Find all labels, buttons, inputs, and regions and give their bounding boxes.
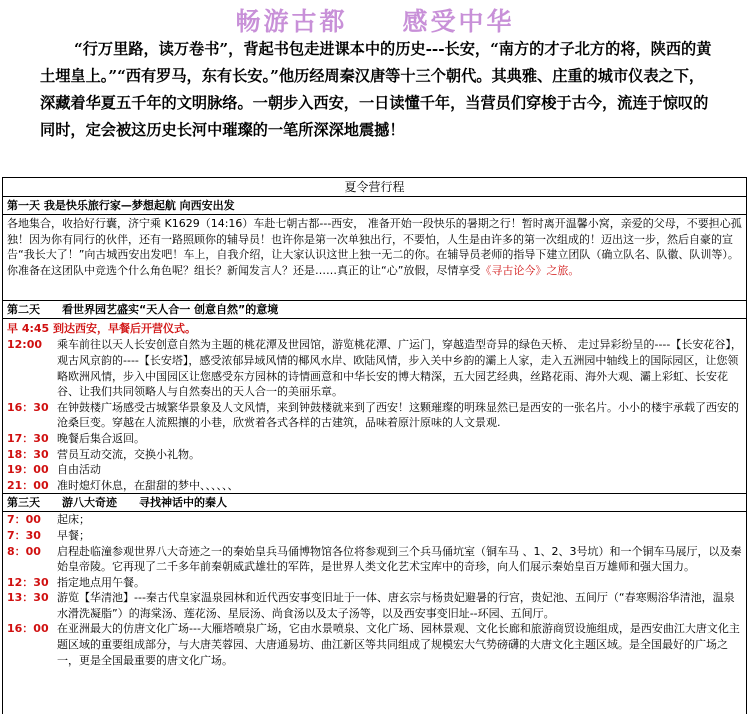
item-time: 8：00	[7, 544, 41, 558]
item-text: 自由活动	[57, 463, 101, 477]
day2-items	[3, 337, 746, 493]
item-time: 21：00	[7, 478, 49, 492]
item-text: 游览【华清池】---秦古代皇家温泉园林和近代西安事变旧址于一体、唐玄宗与杨贵妃避暑的行宫，贵妃池、五间厅（“春寒赐浴华清池，温泉水滑洗凝脂”）的海棠汤、莲花汤、星辰汤、尚食汤以及太子汤等，以及西安事变旧址--环园、五间厅。	[57, 591, 735, 620]
item-time: 7：30	[7, 528, 41, 542]
item-text: 在钟鼓楼广场感受古城繁华景象及人文风情，来到钟鼓楼就来到了西安！这颗璀璨的明珠显然已是西安的一张名片。小小的楼宇承载了西安的沧桑巨变。穿越在人流熙攘的小巷，欣赏着各式各样的古建筑，品味着原汁原味的人文景观.	[57, 400, 739, 430]
list-item	[3, 400, 746, 431]
day1-heading: 第一天 我是快乐旅行家—梦想起航 向西安出发	[3, 197, 746, 215]
item-time: 16：30	[7, 400, 49, 414]
title-part1: 畅游古都	[235, 7, 348, 36]
day1-description	[3, 215, 746, 279]
item-time: 12：30	[7, 575, 49, 589]
list-item	[3, 431, 746, 447]
item-text: 乘车前往以天人长安创意自然为主题的桃花潭及世园馆，游览桃花潭、广运门，穿越造型奇异的绿色天桥、 走过异彩纷呈的----【长安花谷】，观古风京韵的----【长安塔】，感受浓郁异域风情的椰风水岸、欧陆风情，步入关中乡韵的灞上人家，走入五洲园中轴线上的国际园区，让您领略欧洲风情，步入中国园区让您感受东方园林的诗情画意和中华长安的博大精深，五大园艺经典，丝路花雨、海外大观、灞上彩虹、长安花谷、让我们共同领略人与自然奏出的天人合一的美丽乐章。	[57, 338, 742, 399]
list-item	[3, 512, 746, 528]
item-text: 晚餐后集合返回。	[57, 431, 145, 445]
intro-paragraph: “行万里路，读万卷书”，背起书包走进课本中的历史---长安，“南方的才子北方的将，陕西的黄土埋皇上。”“西有罗马，东有长安。”他历经周秦汉唐等十三个朝代。其典雅、庄重的城市仪表之下，深藏着华夏五千年的文明脉络。一朝步入西安，一日读懂千年，当营员们穿梭于古今，流连于惊叹的同时，定会被这历史长河中璀璨的一笔所深深地震撼！	[40, 40, 712, 139]
day3-heading-sub: 寻找神话中的秦人	[139, 496, 227, 510]
day1-text: 各地集合，收拾好行囊，济宁乘 K1629（14:16）车赴七朝古都---西安， 准备开始一段快乐的暑期之行！暂时离开温馨小窝，亲爱的父母，不要担心孤独！因为你有同行的伙伴，还有一路照顾你的辅导员！也许你是第一次单独出行，不要怕，人生是由许多的第一次组成的！迈出这一步，然后自豪的宣告“我长大了！”向古城西安出发吧！车上，自我介绍，让大家认识这世上独一无二的你。在辅导员老师的指导下建立团队（确立队名、队徽、队训等）。你准备在这团队中竞选个什么角色呢？组长？新闻发言人？还是……真正的让“心”放假，尽情享受	[7, 217, 742, 277]
item-text: 启程赴临潼参观世界八大奇迹之一的秦始皇兵马俑博物馆各位将参观到三个兵马俑坑室（铜车马 、1、2、3号坑）和一个铜车马展厅，以及秦始皇帝陵。它再现了二千多年前秦朝威武雄壮的军阵，是世界人类文化艺术宝库中的奇珍，向人们展示秦始皇百万雄师和强大国力。	[57, 544, 742, 574]
item-text: 早餐；	[57, 528, 90, 542]
item-text: 准时熄灯休息，在甜甜的梦中、、、、、、	[57, 478, 239, 492]
list-item	[3, 575, 746, 591]
item-text: 起床；	[57, 513, 90, 527]
day3-heading-theme: 游八大奇迹	[62, 496, 117, 510]
list-item	[3, 621, 746, 668]
item-time: 12:00	[7, 338, 43, 352]
list-item	[3, 478, 746, 494]
list-item	[3, 447, 746, 463]
day3-heading	[3, 493, 746, 512]
day2-heading-theme: 看世界园艺盛实“天人合一 创意自然”的意境	[62, 303, 279, 317]
item-text: 指定地点用午餐。	[57, 575, 145, 589]
day2-heading-day: 第二天	[7, 303, 40, 317]
list-item	[3, 528, 746, 544]
item-time: 16：00	[7, 622, 49, 636]
schedule-title: 夏令营行程	[3, 178, 746, 197]
day2-heading	[3, 300, 746, 319]
day3-items	[3, 512, 746, 668]
day2-arrival: 早 4:45 到达西安，早餐后开营仪式。	[7, 322, 197, 336]
list-item	[3, 544, 746, 575]
item-text: 营员互动交流，交换小礼物。	[57, 447, 200, 461]
list-item	[3, 337, 746, 399]
item-time: 7：00	[7, 513, 41, 527]
list-item	[3, 590, 746, 621]
page-title	[0, 2, 750, 38]
item-time: 13：30	[7, 591, 49, 605]
schedule-table	[2, 177, 747, 714]
item-text: 在亚洲最大的仿唐文化广场---大雁塔喷泉广场，它由水景喷泉、文化广场、园林景观、文化长廊和旅游商贸设施组成，是西安曲江大唐文化主题区域的重要组成部分，与大唐芙蓉园、大唐通易坊、曲江新区等共同组成了规模宏大气势磅礴的大唐文化主题区域。是全国最好的广场之一，更是全国最重要的唐文化广场。	[57, 622, 740, 667]
item-time: 19：00	[7, 463, 49, 477]
title-part2: 感受中华	[402, 7, 515, 36]
day1-highlight: 《寻古论今》之旅。	[480, 263, 580, 277]
item-time: 17：30	[7, 431, 49, 445]
list-item	[3, 462, 746, 478]
day3-heading-day: 第三天	[7, 496, 40, 510]
item-time: 18：30	[7, 447, 49, 461]
